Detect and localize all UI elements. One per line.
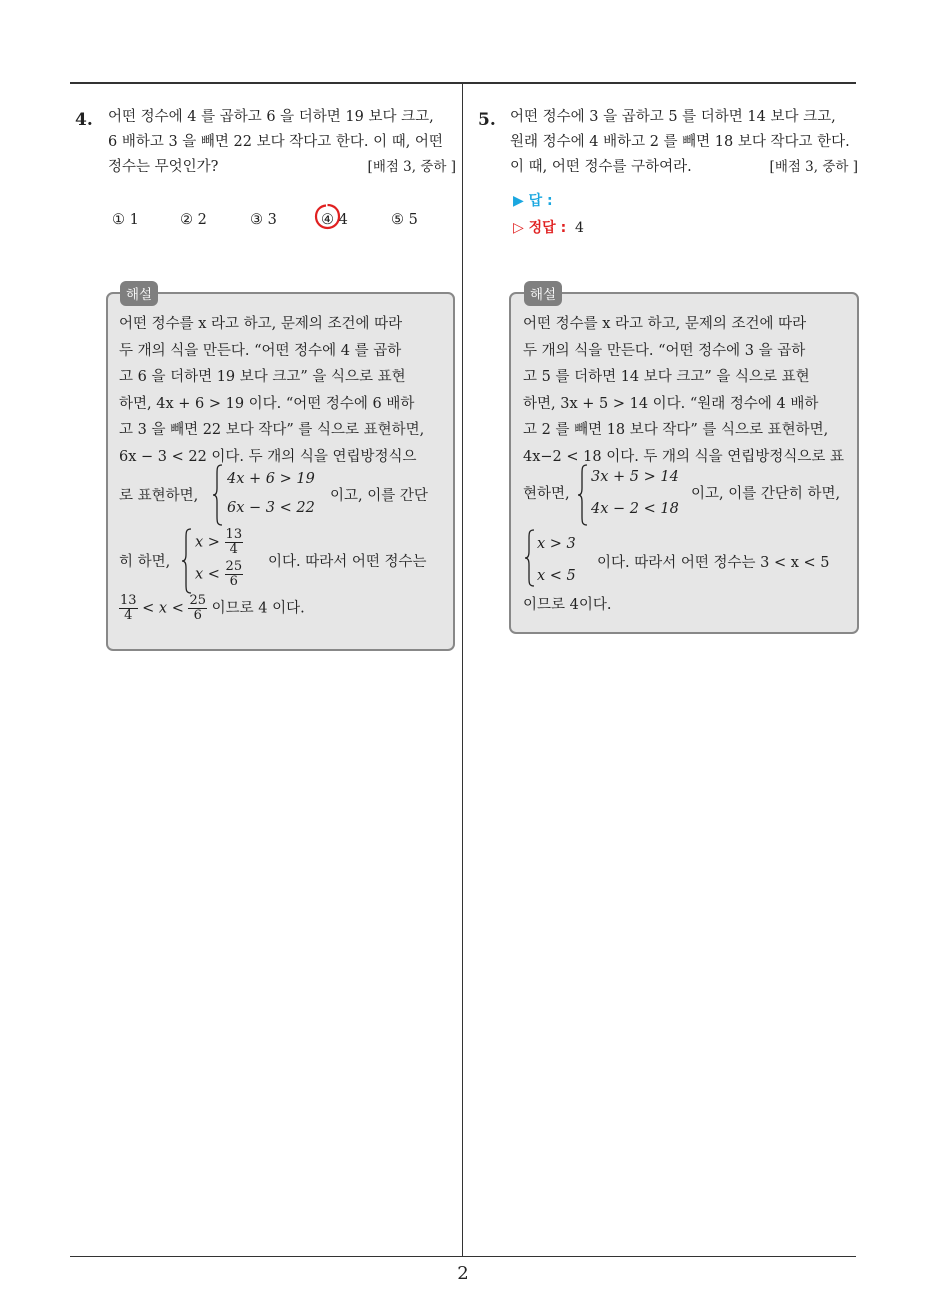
- q4-number: 4.: [75, 110, 93, 130]
- q4-sys2-l1-den: 4: [229, 542, 238, 557]
- q4-final-mid: < x <: [142, 600, 184, 617]
- q4-sys2-l2-num: 25: [225, 559, 243, 574]
- q5-number: 5.: [478, 110, 496, 130]
- q4-final-line: [119, 594, 305, 623]
- q4-sol-line-4: 하면, 4x + 6 > 19 이다. “어떤 정수에 6 배하: [119, 395, 415, 412]
- q4-final-frac-2: [188, 594, 207, 623]
- q4-solution-text: [119, 311, 441, 470]
- q4-final-den2: 6: [193, 608, 202, 623]
- choice-5[interactable]: ⑤ 5: [391, 212, 418, 228]
- choice-1[interactable]: ① 1: [112, 212, 139, 228]
- q4-solution-tag: 해설: [120, 281, 158, 306]
- column-divider: [462, 82, 463, 1257]
- q5-correct-value: 4: [575, 220, 584, 236]
- q5-sys1-line2: 4x − 2 < 18: [591, 501, 679, 517]
- q5-sys2-line2: x < 5: [537, 568, 576, 584]
- q5-final-line: 이므로 4이다.: [523, 597, 612, 613]
- q5-sol-line-6: 4x−2 < 18 이다. 두 개의 식을 연립방정식으로 표: [523, 448, 844, 465]
- q4-sol-line-3: 고 6 을 더하면 19 보다 크고” 을 식으로 표현: [119, 369, 406, 385]
- q5-sys1-suffix: 이고, 이를 간단히 하면,: [691, 486, 841, 502]
- q4-sys1-prefix: 로 표현하면,: [119, 488, 199, 504]
- q5-sys1-line1: 3x + 5 > 14: [591, 469, 679, 485]
- q4-sol-line-6: 6x − 3 < 22 이다. 두 개의 식을 연립방정식으: [119, 448, 417, 465]
- q5-score: [배점 3, 중하 ]: [769, 159, 858, 175]
- page-number: 2: [457, 1263, 469, 1284]
- answer-circle-mark: [314, 203, 341, 230]
- q5-correct-row: [513, 217, 584, 237]
- q5-answer-label: ▶ 답 :: [513, 193, 553, 209]
- q4-final-suffix: 이므로 4 이다.: [211, 600, 305, 617]
- q5-sys1-prefix: 현하면,: [523, 486, 570, 502]
- q5-line-2: 원래 정수에 4 배하고 2 를 빼면 18 보다 작다고 한다.: [510, 134, 850, 150]
- q5-line-3-text: 이 때, 어떤 정수를 구하여라.: [510, 159, 692, 175]
- q4-solution-box: [106, 292, 455, 651]
- q5-solution-box: [509, 292, 859, 634]
- choice-2[interactable]: ② 2: [180, 212, 207, 228]
- q4-sys1-brace: [212, 464, 224, 526]
- q5-sol-line-1: 어떤 정수를 x 라고 하고, 문제의 조건에 따라: [523, 316, 807, 332]
- q5-sys2-line1: x > 3: [537, 536, 576, 552]
- choice-4-label: ④ 4: [321, 212, 348, 228]
- q4-final-den1: 4: [124, 608, 133, 623]
- q4-line-2: 6 배하고 3 을 빼면 22 보다 작다고 한다. 이 때, 어떤: [108, 134, 443, 150]
- q4-sol-line-1: 어떤 정수를 x 라고 하고, 문제의 조건에 따라: [119, 316, 403, 332]
- q5-solution-text: [523, 311, 845, 470]
- q5-line-3: [510, 155, 858, 180]
- q4-sys2-line2: [195, 560, 243, 589]
- q4-sol-line-5: 고 3 을 빼면 22 보다 작다” 를 식으로 표현하면,: [119, 422, 425, 438]
- q4-sys2-line1: [195, 528, 243, 557]
- q5-sol-line-4: 하면, 3x + 5 > 14 이다. “원래 정수에 4 배하: [523, 395, 819, 412]
- q4-line-1: 어떤 정수에 4 를 곱하고 6 을 더하면 19 보다 크고,: [108, 109, 434, 125]
- q5-question: [510, 105, 858, 180]
- q4-sol-line-2: 두 개의 식을 만든다. “어떤 정수에 4 를 곱하: [119, 342, 402, 359]
- bottom-rule: [70, 1256, 856, 1257]
- q4-final-frac-1: [119, 594, 138, 623]
- q4-final-num1: 13: [120, 593, 137, 608]
- q4-sys2-l1-left: x >: [195, 534, 220, 551]
- q4-sys2-prefix: 히 하면,: [119, 554, 171, 570]
- q5-sol-line-2: 두 개의 식을 만든다. “어떤 정수에 3 을 곱하: [523, 342, 806, 359]
- q5-solution-tag: 해설: [524, 281, 562, 306]
- q4-sys2-l1-num: 13: [225, 527, 243, 542]
- q4-sys1-line2: 6x − 3 < 22: [227, 500, 315, 516]
- q4-sys2-l2-left: x <: [195, 566, 220, 583]
- q4-sys2-l1-frac: [225, 528, 244, 557]
- q5-line-1: 어떤 정수에 3 을 곱하고 5 를 더하면 14 보다 크고,: [510, 109, 836, 125]
- q5-sol-line-3: 고 5 를 더하면 14 보다 크고” 을 식으로 표현: [523, 369, 810, 385]
- q5-sys1-brace: [577, 464, 589, 526]
- q5-correct-label: ▷ 정답 :: [513, 220, 567, 236]
- q4-sys1-line1: 4x + 6 > 19: [227, 471, 315, 487]
- q4-line-3: [108, 155, 456, 180]
- q4-sys1-suffix: 이고, 이를 간단: [330, 488, 428, 504]
- q5-sys2-suffix: 이다. 따라서 어떤 정수는 3 < x < 5: [597, 555, 830, 571]
- q4-line-3-text: 정수는 무엇인가?: [108, 159, 219, 175]
- q5-sys2-brace: [524, 529, 536, 587]
- q5-sol-line-5: 고 2 를 빼면 18 보다 작다” 를 식으로 표현하면,: [523, 422, 829, 438]
- q4-score: [배점 3, 중하 ]: [367, 159, 456, 175]
- q4-sys2-suffix: 이다. 따라서 어떤 정수는: [268, 554, 427, 570]
- q4-sys2-l2-frac: [225, 560, 244, 589]
- choice-4[interactable]: [321, 212, 348, 228]
- q4-question: [108, 105, 456, 180]
- q4-sys2-l2-den: 6: [229, 574, 238, 589]
- q4-final-num2: 25: [189, 593, 207, 608]
- choice-3[interactable]: ③ 3: [250, 212, 277, 228]
- q4-sys2-brace: [181, 528, 193, 594]
